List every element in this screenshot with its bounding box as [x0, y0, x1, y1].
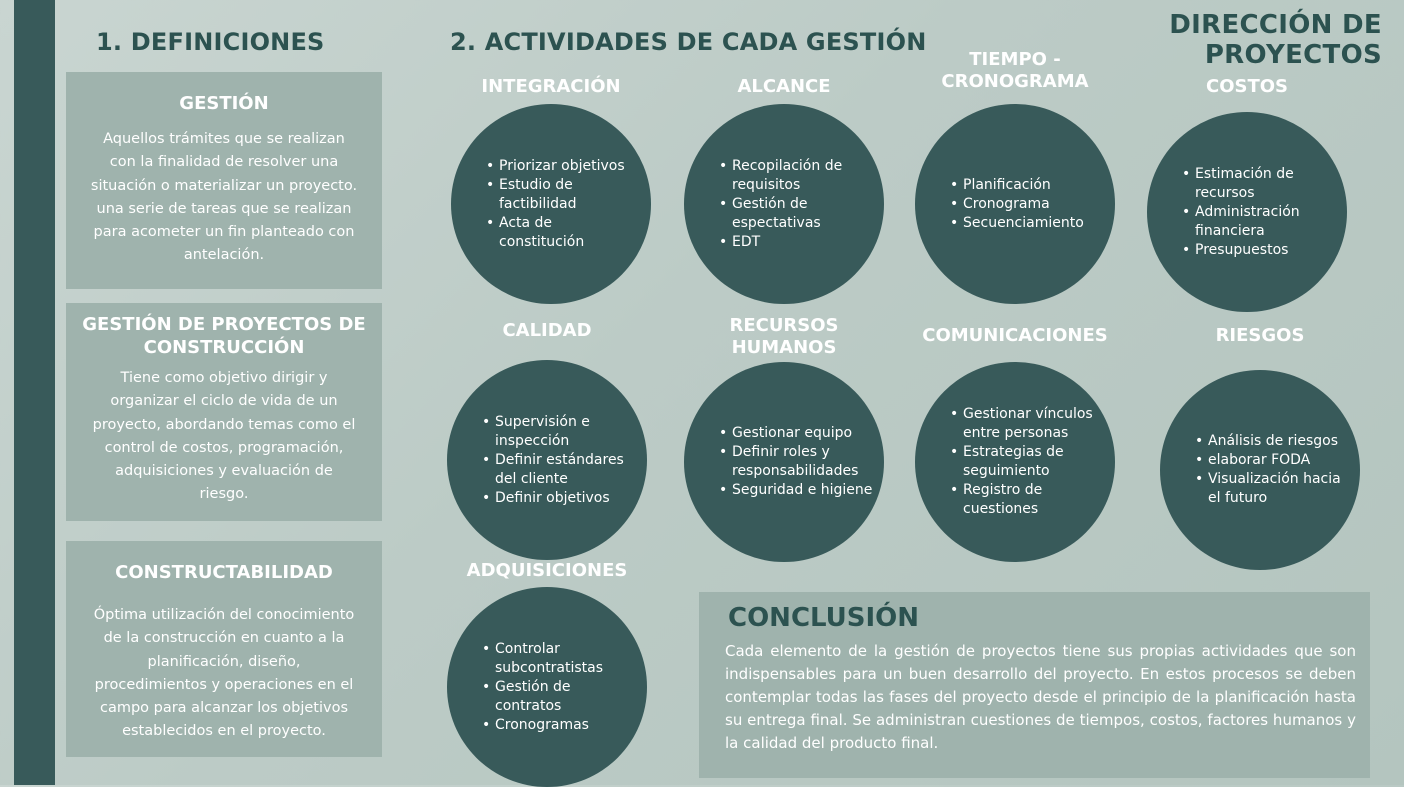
activity-item-line: recursos — [1195, 184, 1255, 201]
definition-text-line: planificación, diseño, — [147, 653, 301, 670]
activity-item-line: • Registro de — [963, 482, 1043, 498]
activity-item-line: • Cronograma — [963, 195, 1050, 212]
activity-list — [1147, 165, 1300, 260]
activity-list — [447, 640, 603, 735]
definition-title — [76, 541, 372, 584]
activity-label-line: RIESGOS — [1215, 325, 1305, 346]
definition-title-line: CONSTRUCCIÓN — [143, 337, 305, 358]
activity-item-line: • Controlar — [495, 640, 560, 657]
activity-list — [447, 413, 624, 508]
activity-label-adquisiciones — [447, 560, 647, 582]
activity-item-line: financiera — [1195, 222, 1265, 239]
activity-list — [915, 405, 1093, 519]
activity-label-costos — [1147, 76, 1347, 98]
definition-title-line: GESTIÓN DE PROYECTOS DE — [82, 314, 366, 335]
activity-item — [499, 157, 625, 176]
activity-item — [963, 195, 1084, 214]
definition-text — [76, 359, 372, 507]
activity-circle-riesgos — [1160, 370, 1360, 570]
activity-item-line: • Estudio de — [499, 176, 573, 193]
activity-label-tiempo — [915, 49, 1115, 93]
activity-item — [1195, 241, 1300, 260]
definition-card-gestion-proyectos — [66, 303, 382, 521]
activity-item-line: • Administración — [1195, 203, 1300, 220]
activity-item — [732, 443, 872, 481]
activity-item — [499, 176, 625, 214]
activity-item-line: espectativas — [732, 214, 821, 231]
activity-item-line: • Secuenciamiento — [963, 214, 1084, 231]
activity-item — [963, 443, 1093, 481]
section-activities-title: 2. ACTIVIDADES DE CADA GESTIÓN — [450, 28, 927, 56]
activity-item — [732, 195, 842, 233]
activity-label-line: COMUNICACIONES — [922, 325, 1108, 346]
activity-list — [684, 424, 872, 500]
activity-item-line: • Estimación de — [1195, 165, 1294, 182]
definition-text-line: establecidos en el proyecto. — [122, 723, 326, 740]
activity-item — [495, 413, 624, 451]
activity-item-line: • Supervisión e — [495, 413, 590, 430]
activity-item — [495, 451, 624, 489]
activity-item — [963, 481, 1093, 519]
activity-item-line: • Análisis de riesgos — [1208, 433, 1338, 449]
definition-text-line: Óptima utilización del conocimiento — [93, 607, 355, 623]
activity-item-line: • Gestionar equipo — [732, 425, 853, 441]
activity-item — [1208, 470, 1341, 508]
activity-item — [963, 214, 1084, 233]
activity-label-line: ADQUISICIONES — [466, 560, 628, 581]
activity-item — [1208, 432, 1341, 451]
activity-label-line: ALCANCE — [737, 76, 831, 97]
definition-text-line: para acometer un fin planteado con — [93, 224, 355, 241]
activity-item-line: responsabilidades — [732, 463, 859, 479]
page-title-line: PROYECTOS — [1204, 40, 1382, 70]
definition-text-line: una serie de tareas que se realizan — [96, 200, 352, 217]
activity-item-line: • Visualización hacia — [1208, 471, 1341, 487]
activity-list — [1160, 432, 1341, 508]
activity-item-line: • Seguridad e higiene — [732, 482, 873, 498]
activity-item — [963, 176, 1084, 195]
activity-circle-tiempo — [915, 104, 1115, 304]
activity-item-line: • Priorizar objetivos — [499, 157, 625, 174]
activity-item-line: el futuro — [1208, 490, 1268, 506]
section-definitions-title: 1. DEFINICIONES — [96, 28, 325, 56]
definition-text-line: campo para alcanzar los objetivos — [99, 700, 349, 717]
activity-item — [1195, 203, 1300, 241]
activity-label-comunicaciones — [915, 325, 1115, 347]
activity-label-line: COSTOS — [1205, 76, 1289, 97]
activity-label-line: CRONOGRAMA — [941, 71, 1089, 92]
activity-circle-costos — [1147, 112, 1347, 312]
activity-circle-alcance — [684, 104, 884, 304]
activity-circle-integracion — [451, 104, 651, 304]
activity-list — [451, 157, 625, 252]
activity-label-line: TIEMPO - — [969, 49, 1061, 70]
conclusion-text-line: Cada elemento de la gestión de proyectos tiene sus propias actividades que son — [725, 642, 1356, 660]
definition-text-line: Tiene como objetivo dirigir y — [120, 370, 328, 386]
activity-label-alcance — [684, 76, 884, 98]
activity-label-calidad — [447, 320, 647, 342]
activity-circle-calidad — [447, 360, 647, 560]
definition-card-constructabilidad — [66, 541, 382, 757]
activity-item-line: • Definir estándares — [495, 451, 624, 468]
definition-title — [76, 303, 372, 359]
activity-item-line: • Acta de — [499, 214, 553, 231]
activity-item — [495, 678, 603, 716]
activity-label-line: INTEGRACIÓN — [481, 76, 621, 97]
activity-item-line: • Estrategias de — [963, 444, 1064, 460]
definition-text-line: proyecto, abordando temas como el — [92, 416, 356, 433]
definition-text — [76, 115, 372, 268]
definition-title-line: CONSTRUCTABILIDAD — [115, 562, 333, 583]
activity-item — [732, 157, 842, 195]
activity-item — [1195, 165, 1300, 203]
activity-item-line: contratos — [495, 697, 562, 714]
conclusion-title: CONCLUSIÓN — [728, 603, 920, 633]
conclusion-text-line: deben contemplar todas las fases del proyecto desde el principio de la — [725, 665, 1356, 706]
conclusion-text — [725, 640, 1356, 755]
activity-label-recursos-humanos — [684, 315, 884, 359]
activity-item — [963, 405, 1093, 443]
definition-text-line: antelación. — [183, 247, 265, 264]
activity-label-riesgos — [1160, 325, 1360, 347]
activity-circle-recursos-humanos — [684, 362, 884, 562]
activity-item-line: requisitos — [732, 176, 801, 193]
activity-label-line: HUMANOS — [731, 337, 837, 358]
activity-item-line: • Planificación — [963, 176, 1051, 193]
activity-item-line: factibilidad — [499, 195, 577, 212]
activity-list — [915, 176, 1084, 233]
activity-item-line: • Definir objetivos — [495, 489, 610, 506]
activity-item — [499, 214, 625, 252]
activity-label-integracion — [451, 76, 651, 98]
definition-text — [76, 584, 372, 744]
page-title — [1122, 10, 1382, 70]
activity-item — [495, 489, 624, 508]
activity-list — [684, 157, 842, 252]
definition-text-line: control de costos, programación, — [104, 439, 344, 456]
definition-title — [76, 72, 372, 115]
definition-text-line: de la construcción en cuanto a la — [103, 630, 345, 647]
activity-circle-comunicaciones — [915, 362, 1115, 562]
activity-item-line: • elaborar FODA — [1208, 452, 1311, 468]
activity-item-line: del cliente — [495, 470, 568, 487]
activity-item-line: entre personas — [963, 425, 1069, 441]
activity-item-line: • Recopilación de — [732, 157, 843, 174]
definition-card-gestion — [66, 72, 382, 289]
activity-item — [732, 481, 872, 500]
definition-text-line: con la finalidad de resolver una — [109, 154, 339, 171]
definition-text-line: Aquellos trámites que se realizan — [103, 131, 345, 147]
activity-item-line: • Gestión de — [495, 678, 571, 695]
definition-text-line: organizar el ciclo de vida de un — [110, 393, 338, 410]
activity-item — [1208, 451, 1341, 470]
activity-item — [495, 716, 603, 735]
activity-item-line: • EDT — [732, 233, 761, 250]
activity-item — [732, 233, 842, 252]
conclusion-text-line: planificación hasta su entrega final. Se administran cuestiones de tiempos, — [725, 688, 1356, 729]
conclusion-text-line: indispensables para un buen desarrollo del proyecto. En estos procesos se — [725, 665, 1303, 683]
activity-item — [495, 640, 603, 678]
definition-text-line: adquisiciones y evaluación de — [115, 463, 333, 480]
activity-item-line: constitución — [499, 233, 585, 250]
page-title-line: DIRECCIÓN DE — [1169, 10, 1382, 40]
activity-item — [732, 424, 872, 443]
activity-item-line: • Definir roles y — [732, 444, 830, 460]
definition-text-line: procedimientos y operaciones en el — [94, 676, 354, 693]
activity-item-line: subcontratistas — [495, 659, 604, 676]
activity-item-line: • Gestión de — [732, 195, 808, 212]
activity-item-line: • Gestionar vínculos — [963, 406, 1093, 422]
side-accent-bar — [14, 0, 55, 785]
activity-item-line: • Presupuestos — [1195, 241, 1289, 258]
activity-item-line: inspección — [495, 432, 570, 449]
definition-title-line: GESTIÓN — [179, 93, 269, 114]
activity-item-line: seguimiento — [963, 463, 1050, 479]
activity-label-line: RECURSOS — [729, 315, 839, 336]
definition-text-line: situación o materializar un proyecto. — [90, 177, 358, 194]
activity-item-line: cuestiones — [963, 501, 1039, 517]
activity-label-line: CALIDAD — [502, 320, 592, 341]
activity-item-line: • Cronogramas — [495, 716, 589, 733]
definition-text-line: riesgo. — [199, 486, 249, 503]
conclusion-text-line: costos, factores humanos y la calidad del producto final. — [725, 711, 1356, 752]
conclusion-panel — [699, 592, 1370, 778]
activity-circle-adquisiciones — [447, 587, 647, 787]
